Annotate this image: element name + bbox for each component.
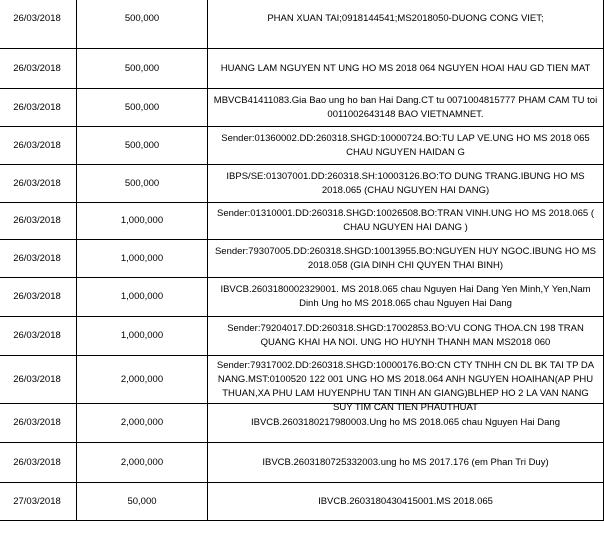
table-row (0, 278, 604, 317)
amount-cell: 2,000,000 (77, 356, 208, 404)
amount-cell: 1,000,000 (77, 240, 208, 278)
table-row (0, 404, 604, 443)
table-row (0, 443, 604, 483)
amount-cell: 1,000,000 (77, 317, 208, 356)
amount-cell: 500,000 (77, 89, 208, 127)
description-cell: IBVCB.2603180725332003.ung ho MS 2017.176 (em Phan Tri Duy) (208, 443, 604, 483)
table-row (0, 49, 604, 89)
description-cell: MBVCB41411083.Gia Bao ung ho ban Hai Dang.CT tu 0071004815777 PHAM CAM TU toi 0011002643148 BAO VIETNAMNET. (208, 89, 604, 127)
date-cell: 26/03/2018 (0, 404, 77, 443)
amount-cell: 500,000 (77, 165, 208, 203)
description-cell: IBVCB.2603180002329001. MS 2018.065 chau Nguyen Hai Dang Yen Minh,Y Yen,Nam Dinh Ung ho MS 2018.065 chau Nguyen Hai Dang (208, 278, 604, 317)
date-cell: 26/03/2018 (0, 49, 77, 89)
description-cell: IBVCB.2603180430415001.MS 2018.065 (208, 483, 604, 521)
amount-cell: 1,000,000 (77, 203, 208, 240)
table-row (0, 0, 604, 49)
table-row (0, 483, 604, 521)
amount-cell: 1,000,000 (77, 278, 208, 317)
date-cell: 26/03/2018 (0, 240, 77, 278)
table-row (0, 240, 604, 278)
description-text: Sender:79317002.DD:260318.SHGD:10000176.BO:CN CTY TNHH CN DL BK TAI TP DA NANG.MST:0100520 122 001 UNG HO MS 2018.064 ANH NGUYEN HOAIHAN(AP PHU THUAN,XA PHU LAM HUYENPHU TAN TINH AN GIANG)BLHEP HO 2 LA VAN NANG SUY TIM CAN TIEN PHAUTHUAT (216, 359, 595, 413)
date-cell: 26/03/2018 (0, 317, 77, 356)
date-cell: 26/03/2018 (0, 127, 77, 165)
date-cell: 26/03/2018 (0, 443, 77, 483)
table-row (0, 356, 604, 404)
amount-cell: 50,000 (77, 483, 208, 521)
date-cell: 26/03/2018 (0, 203, 77, 240)
date-cell: 27/03/2018 (0, 483, 77, 521)
description-cell (208, 356, 604, 413)
amount-cell: 2,000,000 (77, 404, 208, 443)
description-cell: Sender:01360002.DD:260318.SHGD:10000724.BO:TU LAP VE.UNG HO MS 2018 065 CHAU NGUYEN HAIDAN G (208, 127, 604, 165)
description-cell: IBVCB.2603180217980003.Ung ho MS 2018.065 chau Nguyen Hai Dang (208, 404, 604, 443)
description-cell: Sender:79204017.DD:260318.SHGD:17002853.BO:VU CONG THOA.CN 198 TRAN QUANG KHAI HA NOI. UNG HO HUYNH THANH MAN MS2018 060 (208, 317, 604, 356)
amount-cell: 500,000 (77, 127, 208, 165)
table-row (0, 127, 604, 165)
description-cell: PHAN XUAN TAI;0918144541;MS2018050-DUONG CONG VIET; (208, 0, 604, 49)
description-cell: IBPS/SE:01307001.DD:260318.SH:10003126.BO:TO DUNG TRANG.IBUNG HO MS 2018.065 (CHAU NGUYEN HAI DANG) (208, 165, 604, 203)
date-cell: 26/03/2018 (0, 0, 77, 49)
table-row (0, 203, 604, 240)
date-cell: 26/03/2018 (0, 356, 77, 404)
amount-cell: 500,000 (77, 0, 208, 49)
description-cell: Sender:79307005.DD:260318.SHGD:10013955.BO:NGUYEN HUY NGOC.IBUNG HO MS 2018.058 (GIA DINH CHI QUYEN THAI BINH) (208, 240, 604, 278)
date-cell: 26/03/2018 (0, 278, 77, 317)
description-cell: Sender:01310001.DD:260318.SHGD:10026508.BO:TRAN VINH.UNG HO MS 2018.065 ( CHAU NGUYEN HAI DANG ) (208, 203, 604, 240)
description-cell: HUANG LAM NGUYEN NT UNG HO MS 2018 064 NGUYEN HOAI HAU GD TIEN MAT (208, 49, 604, 89)
amount-cell: 500,000 (77, 49, 208, 89)
table-row (0, 165, 604, 203)
table-row (0, 317, 604, 356)
date-cell: 26/03/2018 (0, 165, 77, 203)
table-row (0, 89, 604, 127)
date-cell: 26/03/2018 (0, 89, 77, 127)
amount-cell: 2,000,000 (77, 443, 208, 483)
